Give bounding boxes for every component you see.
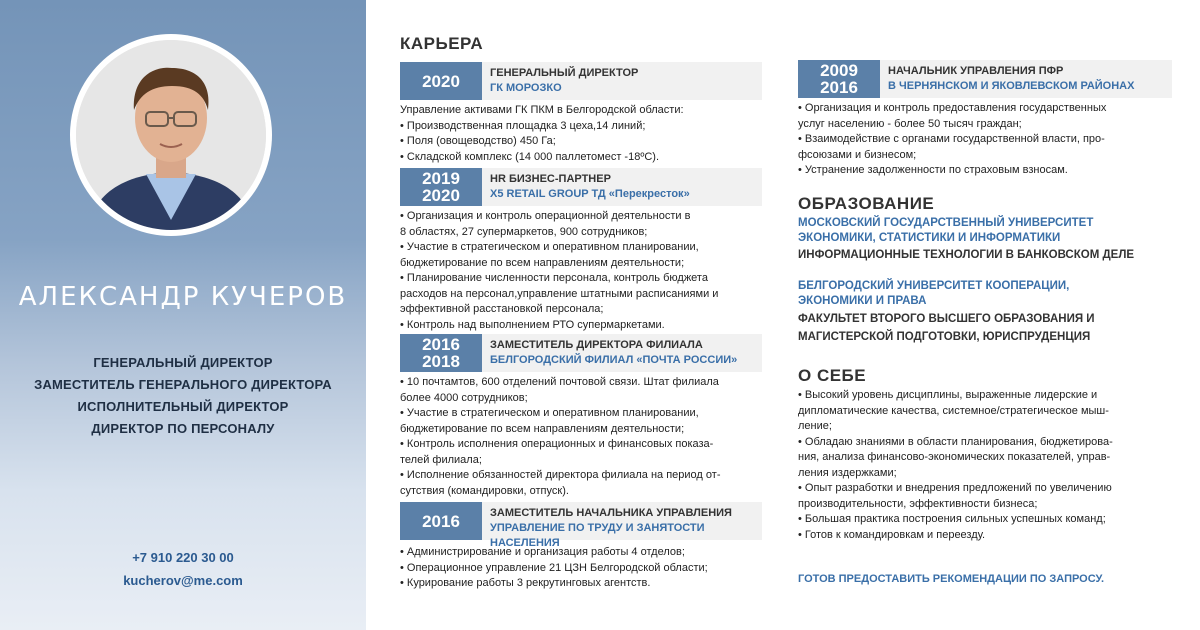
job-organization: X5 RETAIL GROUP ТД «Перекресток» bbox=[490, 188, 690, 200]
job-title: ГЕНЕРАЛЬНЫЙ ДИРЕКТОР bbox=[490, 67, 639, 79]
education-organization bbox=[798, 216, 1093, 246]
desc-line: сутствия (командировки, отпуск). bbox=[400, 484, 569, 497]
desc-line: • Складской комплекс (14 000 паллетомест -18ºС). bbox=[400, 150, 660, 163]
career-title: КАРЬЕРА bbox=[400, 34, 484, 53]
job-organization: УПРАВЛЕНИЕ ПО ТРУДУ И ЗАНЯТОСТИ НАСЕЛЕНИЯ bbox=[490, 522, 705, 549]
year-end: 2018 bbox=[422, 352, 460, 371]
desc-line: бюджетирование по всем направлениям деятельности; bbox=[400, 422, 685, 435]
education-specialty bbox=[798, 310, 1095, 346]
year-start: 2016 bbox=[422, 511, 460, 531]
about-line: • Высокий уровень дисциплины, выраженные лидерские и bbox=[798, 389, 1098, 401]
about-line: • Опыт разработки и внедрения предложений по увеличению bbox=[798, 482, 1112, 494]
edu-spec-line: ИНФОРМАЦИОННЫЕ ТЕХНОЛОГИИ В БАНКОВСКОМ ДЕЛЕ bbox=[798, 249, 1135, 261]
job-header bbox=[400, 62, 762, 100]
about-line: производительности, эффективности бизнеса; bbox=[798, 497, 1038, 510]
profile-photo-frame bbox=[70, 34, 272, 236]
edu-spec-line: ФАКУЛЬТЕТ ВТОРОГО ВЫСШЕГО ОБРАЗОВАНИЯ И bbox=[798, 313, 1095, 325]
role-item: ИСПОЛНИТЕЛЬНЫЙ ДИРЕКТОР bbox=[77, 399, 289, 414]
job-title: ЗАМЕСТИТЕЛЬ НАЧАЛЬНИКА УПРАВЛЕНИЯ bbox=[490, 507, 732, 519]
job-years bbox=[798, 60, 880, 98]
education-specialty bbox=[798, 246, 1134, 264]
recommendations-note: ГОТОВ ПРЕДОСТАВИТЬ РЕКОМЕНДАЦИИ ПО ЗАПРОСУ. bbox=[798, 573, 1105, 585]
profile-name: АЛЕКСАНДР КУЧЕРОВ bbox=[18, 282, 348, 312]
profile-sidebar bbox=[0, 0, 366, 630]
job-years bbox=[400, 168, 482, 206]
job-description bbox=[400, 375, 720, 499]
desc-line: • Исполнение обязанностей директора филиала на период от- bbox=[400, 469, 721, 481]
desc-line: • Поля (овощеводство) 450 Га; bbox=[400, 135, 556, 147]
job-years bbox=[400, 62, 482, 100]
year-start: 2019 bbox=[422, 169, 460, 188]
profile-roles bbox=[0, 352, 366, 440]
about-line: дипломатические качества, системное/стратегическое мыш- bbox=[798, 404, 1109, 417]
job-organization: ГК МОРОЗКО bbox=[490, 82, 562, 94]
about-title: О СЕБЕ bbox=[798, 366, 867, 385]
job-organization: В ЧЕРНЯНСКОМ И ЯКОВЛЕВСКОМ РАЙОНАХ bbox=[888, 80, 1135, 92]
year-end: 2020 bbox=[422, 186, 460, 205]
desc-line: • Организация и контроль предоставления государственных bbox=[798, 102, 1107, 114]
job-title: HR БИЗНЕС-ПАРТНЕР bbox=[490, 173, 611, 185]
desc-line: фсоюзами и бизнесом; bbox=[798, 148, 917, 161]
edu-org-line: МОСКОВСКИЙ ГОСУДАРСТВЕННЫЙ УНИВЕРСИТЕТ bbox=[798, 217, 1094, 229]
role-item: ГЕНЕРАЛЬНЫЙ ДИРЕКТОР bbox=[93, 355, 273, 370]
email-link[interactable]: kucherov@me.com bbox=[123, 573, 243, 588]
job-header bbox=[400, 334, 762, 372]
job-header bbox=[798, 60, 1172, 98]
desc-line: • Администрирование и организация работы 4 отделов; bbox=[400, 546, 685, 558]
phone-link[interactable]: +7 910 220 30 00 bbox=[132, 550, 234, 565]
job-years bbox=[400, 502, 482, 540]
year-start: 2009 bbox=[820, 61, 858, 80]
desc-line: телей филиала; bbox=[400, 453, 482, 466]
desc-line: • Производственная площадка 3 цеха,14 линий; bbox=[400, 119, 646, 132]
job-title: ЗАМЕСТИТЕЛЬ ДИРЕКТОРА ФИЛИАЛА bbox=[490, 339, 703, 351]
edu-org-line: БЕЛГОРОДСКИЙ УНИВЕРСИТЕТ КООПЕРАЦИИ, bbox=[798, 280, 1070, 292]
about-line: ление; bbox=[798, 420, 832, 432]
about-line: ления издержками; bbox=[798, 466, 897, 479]
role-item: ЗАМЕСТИТЕЛЬ ГЕНЕРАЛЬНОГО ДИРЕКТОРА bbox=[34, 377, 332, 392]
desc-line: • Участие в стратегическом и оперативном планировании, bbox=[400, 241, 699, 253]
desc-line: бюджетирование по всем направлениям деятельности; bbox=[400, 256, 685, 269]
job-title: НАЧАЛЬНИК УПРАВЛЕНИЯ ПФР bbox=[888, 65, 1064, 77]
job-years bbox=[400, 334, 482, 372]
about-description bbox=[798, 388, 1113, 543]
desc-line: • Взаимодействие с органами государственной власти, про- bbox=[798, 133, 1105, 145]
desc-line: • 10 почтамтов, 600 отделений почтовой связи. Штат филиала bbox=[400, 376, 719, 388]
job-description bbox=[400, 103, 684, 165]
year-end: 2016 bbox=[820, 78, 858, 97]
about-line: • Большая практика построения сильных успешных команд; bbox=[798, 513, 1106, 525]
edu-org-line: ЭКОНОМИКИ, СТАТИСТИКИ И ИНФОРМАТИКИ bbox=[798, 232, 1061, 244]
desc-line: • Курирование работы 3 рекрутинговых агентств. bbox=[400, 577, 651, 589]
edu-org-line: ЭКОНОМИКИ И ПРАВА bbox=[798, 295, 927, 307]
desc-line: • Участие в стратегическом и оперативном планировании, bbox=[400, 407, 699, 419]
desc-line: • Организация и контроль операционной деятельности в bbox=[400, 210, 691, 222]
desc-line: расходов на персонал,управление штатными расписаниями и bbox=[400, 287, 719, 300]
desc-line: 8 областях, 27 супермаркетов, 900 сотрудников; bbox=[400, 225, 648, 238]
job-description bbox=[400, 209, 718, 333]
about-line: ния, анализа финансово-экономических показателей, управ- bbox=[798, 451, 1111, 463]
desc-line: • Операционное управление 21 ЦЗН Белгородской области; bbox=[400, 561, 708, 574]
desc-line: • Контроль над выполнением РТО супермаркетами. bbox=[400, 318, 665, 331]
education-organization bbox=[798, 279, 1069, 309]
about-line: • Готов к командировкам и переезду. bbox=[798, 528, 986, 541]
desc-line: Управление активами ГК ПКМ в Белгородской области: bbox=[400, 104, 684, 116]
desc-line: • Устранение задолженности по страховым взносам. bbox=[798, 164, 1068, 176]
job-header bbox=[400, 168, 762, 206]
desc-line: • Планирование численности персонала, контроль бюджета bbox=[400, 272, 708, 284]
desc-line: • Контроль исполнения операционных и финансовых показа- bbox=[400, 438, 714, 450]
about-line: • Обладаю знаниями в области планирования, бюджетирова- bbox=[798, 435, 1113, 448]
year-start: 2016 bbox=[422, 335, 460, 354]
job-header bbox=[400, 502, 762, 549]
desc-line: более 4000 сотрудников; bbox=[400, 391, 528, 404]
resume-main bbox=[366, 0, 1200, 630]
job-description bbox=[798, 101, 1106, 179]
desc-line: эффективной расстановкой персонала; bbox=[400, 303, 604, 315]
role-item: ДИРЕКТОР ПО ПЕРСОНАЛУ bbox=[91, 421, 275, 436]
job-description bbox=[400, 545, 708, 592]
profile-contacts bbox=[0, 546, 366, 592]
desc-line: услуг населению - более 50 тысяч граждан; bbox=[798, 117, 1022, 130]
edu-spec-line: МАГИСТЕРСКОЙ ПОДГОТОВКИ, ЮРИСПРУДЕНЦИЯ bbox=[798, 331, 1091, 343]
profile-photo bbox=[76, 40, 266, 230]
education-title: ОБРАЗОВАНИЕ bbox=[798, 194, 935, 213]
year-start: 2020 bbox=[422, 71, 460, 91]
job-organization: БЕЛГОРОДСКИЙ ФИЛИАЛ «ПОЧТА РОССИИ» bbox=[490, 354, 738, 366]
